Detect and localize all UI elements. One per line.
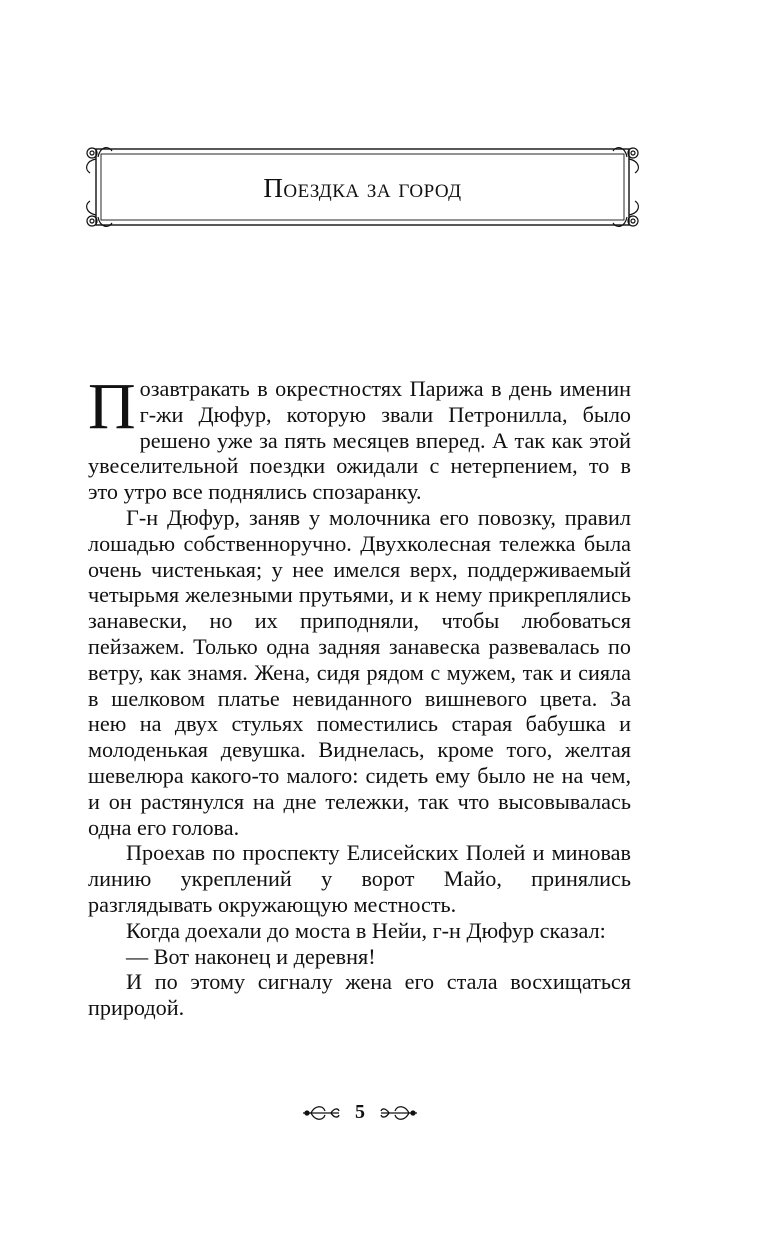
paragraph: — Вот наконец и деревня! xyxy=(126,943,376,969)
paragraph-text: озавтракать в окрестностях Парижа в день именин г-жи Дюфур, которую звали Петронилла, было решено уже за пять месяцев вперед. А так как этой увеселительной поездки ожидали с нетерпением, то в это утро все поднялись спозаранку. xyxy=(88,376,631,505)
paragraph: И по этому сигналу жена его стала восхищаться природой. xyxy=(88,969,631,1021)
paragraph: Г-н Дюфур, заняв у молочника его повозку, правил лошадью собственноручно. Двухколесная тележка была очень чистенькая; у нее имелся верх, поддерживаемый четырьмя железными прутьями, и к нему прикреплялись занавески, но их приподняли, чтобы любоваться пейзажем. Только одна задняя занавеска развевалась по ветру, как знамя. Жена, сидя рядом с мужем, так и сияла в шелковом платье невиданного вишневого цвета. За нею на двух стульях поместились старая бабушка и молоденькая девушка. Виднелась, кроме того, желтая шевелюра какого-то малого: сидеть ему было не на чем, и он растянулся на дне тележки, так что высовывалась одна его голова. xyxy=(88,504,631,840)
chapter-title: Поездка за город xyxy=(263,173,462,203)
paragraph xyxy=(88,370,631,505)
body-text xyxy=(88,370,631,1021)
page-number: 5 xyxy=(355,1101,365,1123)
page-footer xyxy=(295,1100,425,1126)
paragraph: Проехав по проспекту Елисейских Полей и миновав линию укреплений у ворот Майо, принялись разглядывать окружающую местность. xyxy=(88,840,631,917)
paragraph: Когда доехали до моста в Нейи, г-н Дюфур сказал: xyxy=(126,917,606,943)
chapter-title-frame xyxy=(82,143,643,231)
drop-cap: П xyxy=(88,370,136,443)
right-ornament-icon xyxy=(379,1100,419,1126)
